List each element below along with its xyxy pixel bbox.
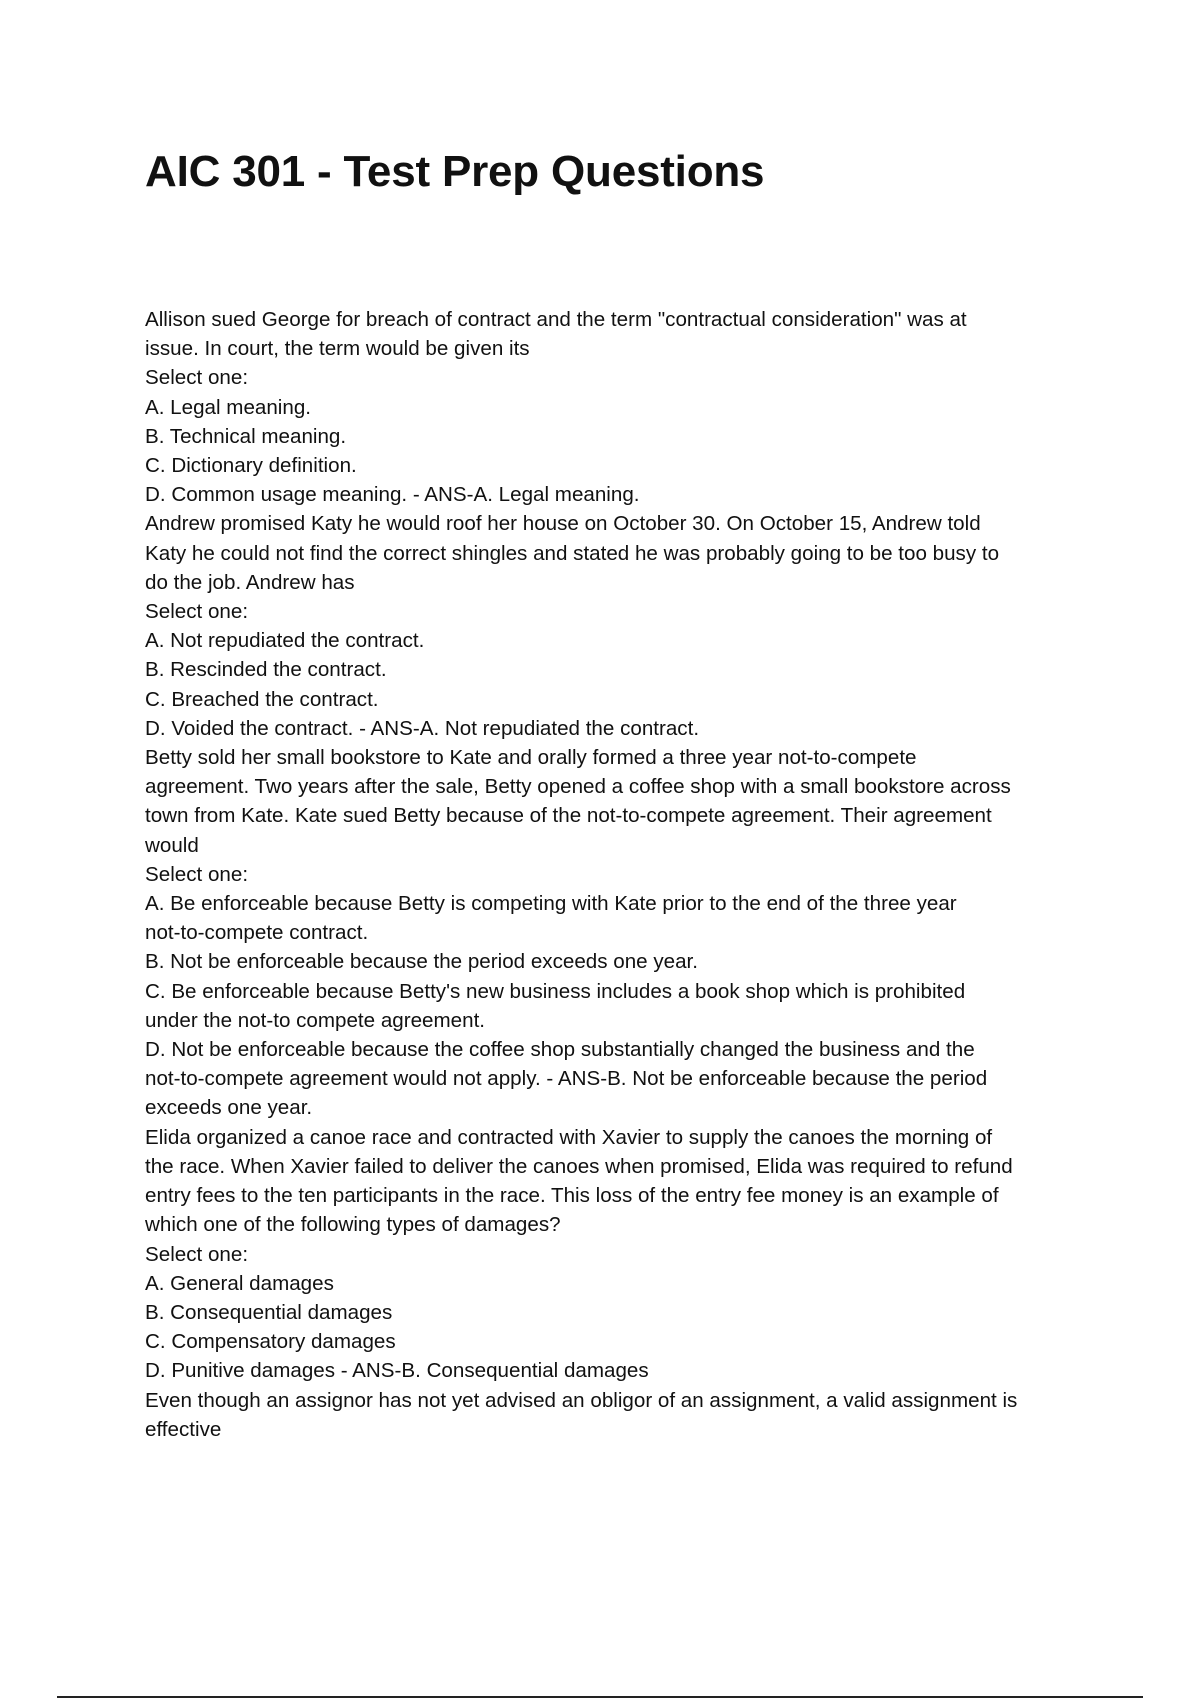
text-line: town from Kate. Kate sued Betty because of the not-to-compete agreement. Their agreement xyxy=(145,804,992,828)
text-line: D. Not be enforceable because the coffee shop substantially changed the business and the xyxy=(145,1038,975,1062)
text-line: A. Be enforceable because Betty is competing with Kate prior to the end of the three year xyxy=(145,892,957,916)
text-line: Select one: xyxy=(145,600,249,624)
text-line: Select one: xyxy=(145,862,249,886)
text-line: Allison sued George for breach of contract and the term "contractual consideration" was at xyxy=(145,308,967,331)
text-line: B. Not be enforceable because the period exceeds one year. xyxy=(145,950,698,974)
text-line: D. Common usage meaning. - ANS-A. Legal meaning. xyxy=(145,483,640,507)
text-line: which one of the following types of damages? xyxy=(145,1213,561,1237)
text-line: A. Legal meaning. xyxy=(145,395,312,419)
text-line: entry fees to the ten participants in the race. This loss of the entry fee money is an example of xyxy=(145,1184,999,1208)
text-line: would xyxy=(145,833,199,857)
text-line: Elida organized a canoe race and contracted with Xavier to supply the canoes the morning of xyxy=(145,1125,993,1149)
text-line: C. Be enforceable because Betty's new business includes a book shop which is prohibited xyxy=(145,979,966,1003)
text-line: Select one: xyxy=(145,1242,249,1266)
text-line: Select one: xyxy=(145,366,249,390)
text-line: Katy he could not find the correct shingles and stated he was probably going to be too busy to xyxy=(145,541,1000,565)
text-line: B. Technical meaning. xyxy=(145,424,347,448)
text-line: C. Breached the contract. xyxy=(145,687,379,711)
text-line: D. Punitive damages - ANS-B. Consequential damages xyxy=(145,1359,649,1383)
text-line: Even though an assignor has not yet advised an obligor of an assignment, a valid assignment is xyxy=(145,1388,1018,1412)
text-line: Betty sold her small bookstore to Kate and orally formed a three year not-to-compete xyxy=(145,746,917,770)
page-title: AIC 301 - Test Prep Questions xyxy=(145,147,765,196)
text-line: exceeds one year. xyxy=(145,1096,313,1120)
text-line: not-to-compete agreement would not apply. - ANS-B. Not be enforceable because the period xyxy=(145,1067,988,1091)
text-line: under the not-to compete agreement. xyxy=(145,1008,486,1032)
text-line: A. General damages xyxy=(145,1271,334,1295)
text-line: agreement. Two years after the sale, Betty opened a coffee shop with a small bookstore across xyxy=(145,775,1011,799)
text-line: the race. When Xavier failed to deliver the canoes when promised, Elida was required to refund xyxy=(145,1154,1013,1178)
text-line: issue. In court, the term would be given its xyxy=(145,337,530,361)
question-text xyxy=(145,305,1090,1444)
footer-divider xyxy=(57,1696,1143,1698)
text-line: Andrew promised Katy he would roof her house on October 30. On October 15, Andrew told xyxy=(145,512,981,536)
text-line: D. Voided the contract. - ANS-A. Not repudiated the contract. xyxy=(145,716,700,740)
text-line: B. Rescinded the contract. xyxy=(145,658,387,682)
text-line: B. Consequential damages xyxy=(145,1300,393,1324)
text-line: do the job. Andrew has xyxy=(145,570,355,594)
text-line: not-to-compete contract. xyxy=(145,921,369,945)
text-line: A. Not repudiated the contract. xyxy=(145,629,425,653)
text-line: C. Dictionary definition. xyxy=(145,454,357,478)
text-line: effective xyxy=(145,1417,222,1441)
text-line: C. Compensatory damages xyxy=(145,1330,396,1354)
